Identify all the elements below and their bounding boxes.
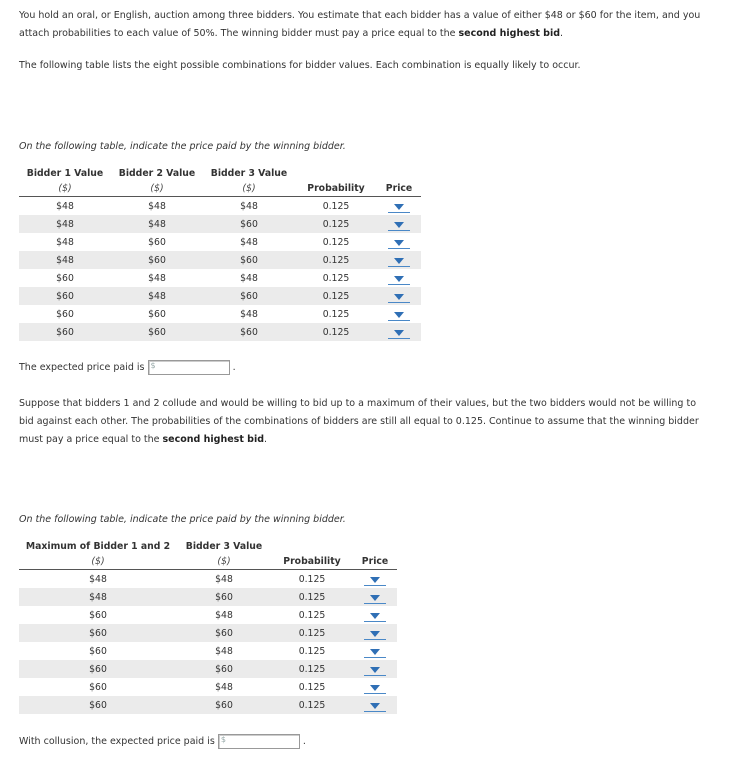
collusion-expected-price-label: With collusion, the expected price paid is (19, 736, 215, 747)
table1-row (19, 287, 421, 305)
table1-price-cell (377, 233, 421, 251)
table2-price-cell (353, 696, 397, 714)
table1-value-cell: $48 (148, 272, 166, 284)
table1-header-bidder3: Bidder 3 Value (210, 168, 288, 179)
table1-probability-cell: 0.125 (322, 272, 350, 284)
table2-price-cell (353, 678, 397, 696)
dropdown-arrow-icon (370, 595, 380, 601)
table2-value-cell: $60 (89, 609, 107, 621)
table2-probability-cell: 0.125 (298, 609, 326, 621)
intro-text: You hold an oral, or English, auction among three bidders. You estimate that each bidder has a value of either $48 or $60 for the item, and you attach probabilities to each value of 50%. The winning bidder must pay a price equal to the (19, 10, 701, 39)
price-dropdown[interactable] (364, 662, 386, 676)
price-dropdown[interactable] (388, 307, 410, 321)
price-dropdown[interactable] (364, 680, 386, 694)
table2-header-price: Price (353, 554, 397, 570)
expected-price-field[interactable] (148, 360, 230, 375)
table2-row (19, 624, 397, 642)
table2-price-cell (353, 570, 397, 589)
table1-probability-cell: 0.125 (322, 308, 350, 320)
table1-probability-cell: 0.125 (295, 287, 377, 305)
dropdown-arrow-icon (394, 258, 404, 264)
table2-value-cell: $60 (177, 696, 271, 714)
table2-value-cell: $48 (215, 609, 233, 621)
table1-value-cell: $60 (203, 323, 295, 341)
dropdown-arrow-icon (370, 703, 380, 709)
table1-price-cell (377, 323, 421, 341)
table2-header-max: Maximum of Bidder 1 and 2 (25, 541, 171, 552)
table1-header-bidder1: Bidder 1 Value (26, 168, 104, 179)
table2-row (19, 606, 397, 624)
collusion-bold-text: second highest bid (162, 434, 265, 445)
intro-paragraph (19, 7, 709, 43)
table1-row (19, 269, 421, 287)
table1-header-bidder2: Bidder 2 Value (118, 168, 196, 179)
table1 (19, 166, 421, 341)
collusion-expected-price-input[interactable] (229, 735, 295, 746)
price-dropdown[interactable] (364, 608, 386, 622)
dropdown-arrow-icon (370, 649, 380, 655)
dropdown-arrow-icon (394, 222, 404, 228)
table2-price-cell (353, 606, 397, 624)
table1-value-cell: $60 (203, 287, 295, 305)
table2-value-cell: $48 (215, 573, 233, 585)
price-dropdown[interactable] (388, 199, 410, 213)
table1-value-cell: $48 (111, 215, 203, 233)
table1-caption: On the following table, indicate the price paid by the winning bidder. (19, 141, 346, 152)
collusion-expected-price-line: With collusion, the expected price paid is $ . (19, 735, 306, 747)
table1-unit-bidder1: ($) (19, 181, 111, 197)
table2-value-cell: $60 (19, 660, 177, 678)
table1-value-cell: $48 (111, 287, 203, 305)
table2-price-cell (353, 642, 397, 660)
table1-row (19, 215, 421, 233)
combinations-paragraph: The following table lists the eight possible combinations for bidder values. Each combination is equally likely to occur. (19, 60, 581, 71)
table2-row (19, 570, 397, 589)
table1-probability-cell: 0.125 (295, 251, 377, 269)
table1-row (19, 305, 421, 323)
table1-row (19, 233, 421, 251)
table2-value-cell: $48 (215, 681, 233, 693)
table2-row (19, 678, 397, 696)
table1-price-cell (377, 269, 421, 287)
table2-probability-cell: 0.125 (271, 660, 353, 678)
table1-unit-bidder2: ($) (111, 181, 203, 197)
table1-probability-cell: 0.125 (295, 215, 377, 233)
table1-value-cell: $60 (203, 251, 295, 269)
dropdown-arrow-icon (370, 613, 380, 619)
dropdown-arrow-icon (394, 294, 404, 300)
dropdown-arrow-icon (370, 685, 380, 691)
table1-value-cell: $48 (148, 200, 166, 212)
dropdown-arrow-icon (370, 577, 380, 583)
price-dropdown[interactable] (364, 626, 386, 640)
table1-value-cell: $60 (111, 323, 203, 341)
table2-value-cell: $60 (177, 588, 271, 606)
collusion-expected-price-field[interactable] (218, 734, 300, 749)
table2-row (19, 660, 397, 678)
table1-value-cell: $60 (19, 287, 111, 305)
currency-symbol: $ (150, 361, 156, 370)
dropdown-arrow-icon (370, 631, 380, 637)
table2-value-cell: $48 (89, 573, 107, 585)
table2-header-probability: Probability (271, 554, 353, 570)
dropdown-arrow-icon (394, 330, 404, 336)
dropdown-arrow-icon (394, 312, 404, 318)
table2-value-cell: $60 (89, 645, 107, 657)
table1-price-cell (377, 305, 421, 323)
table1-price-cell (377, 287, 421, 305)
table1-value-cell: $60 (111, 251, 203, 269)
table1-row (19, 197, 421, 216)
table2-probability-cell: 0.125 (298, 681, 326, 693)
dropdown-arrow-icon (394, 204, 404, 210)
table2-price-cell (353, 624, 397, 642)
collusion-text: Suppose that bidders 1 and 2 collude and would be willing to bid up to a maximum of their values, but the two bidders would not be willing to bid against each other. The probabilities of the combinations of bidders are still all equal to 0.125. Continue to assume that the winning bidder must pay a price equal to the (19, 398, 699, 445)
table2-value-cell: $60 (89, 681, 107, 693)
table2-probability-cell: 0.125 (271, 696, 353, 714)
table1-value-cell: $48 (19, 251, 111, 269)
table1-price-cell (377, 251, 421, 269)
table2-caption: On the following table, indicate the price paid by the winning bidder. (19, 514, 346, 525)
table2-value-cell: $60 (177, 624, 271, 642)
dropdown-arrow-icon (394, 276, 404, 282)
table1-row (19, 323, 421, 341)
table1-price-cell (377, 215, 421, 233)
table2-value-cell: $48 (19, 588, 177, 606)
price-dropdown[interactable] (388, 217, 410, 231)
table1-unit-bidder3: ($) (203, 181, 295, 197)
table1-value-cell: $48 (19, 215, 111, 233)
table1-probability-cell: 0.125 (322, 200, 350, 212)
price-dropdown[interactable] (388, 271, 410, 285)
table2-header-bidder3: Bidder 3 Value (185, 541, 263, 552)
table2-row (19, 696, 397, 714)
expected-price-line: The expected price paid is $ . (19, 361, 236, 373)
table2-probability-cell: 0.125 (298, 573, 326, 585)
table2-unit-max: ($) (19, 554, 177, 570)
table1-value-cell: $60 (203, 215, 295, 233)
price-dropdown[interactable] (388, 325, 410, 339)
table1-value-cell: $48 (56, 200, 74, 212)
table1-header-price: Price (377, 181, 421, 197)
table2-probability-cell: 0.125 (298, 645, 326, 657)
currency-symbol: $ (220, 735, 226, 744)
table2 (19, 539, 397, 714)
intro-end: . (560, 28, 564, 39)
table1-value-cell: $60 (56, 272, 74, 284)
table2-price-cell (353, 660, 397, 678)
table1-probability-cell: 0.125 (295, 323, 377, 341)
dropdown-arrow-icon (394, 240, 404, 246)
price-dropdown[interactable] (388, 289, 410, 303)
table2-probability-cell: 0.125 (271, 624, 353, 642)
table2-value-cell: $60 (19, 624, 177, 642)
table1-probability-cell: 0.125 (322, 236, 350, 248)
dropdown-arrow-icon (370, 667, 380, 673)
table1-value-cell: $60 (148, 308, 166, 320)
table1-price-cell (377, 197, 421, 216)
table2-unit-bidder3: ($) (177, 554, 271, 570)
price-dropdown[interactable] (364, 644, 386, 658)
table1-value-cell: $48 (240, 308, 258, 320)
table1-value-cell: $60 (56, 308, 74, 320)
price-dropdown[interactable] (364, 572, 386, 586)
table1-value-cell: $60 (148, 236, 166, 248)
table2-value-cell: $48 (215, 645, 233, 657)
table1-value-cell: $60 (19, 323, 111, 341)
table2-price-cell (353, 588, 397, 606)
table1-header-probability: Probability (295, 181, 377, 197)
table2-row (19, 642, 397, 660)
price-dropdown[interactable] (388, 253, 410, 267)
table1-value-cell: $48 (240, 200, 258, 212)
expected-price-input[interactable] (159, 361, 225, 372)
table2-value-cell: $60 (177, 660, 271, 678)
expected-price-label: The expected price paid is (19, 362, 145, 373)
intro-bold-text: second highest bid (458, 28, 561, 39)
table2-value-cell: $60 (19, 696, 177, 714)
table1-value-cell: $48 (240, 236, 258, 248)
collusion-paragraph: Suppose that bidders 1 and 2 collude and would be willing to bid up to a maximum of their values, but the two bidders would not be willing to bid against each other. The probabilities of the combinations of bidders are still all equal to 0.125. Continue to assume that the winning bidder must pay a price equal to the second highest bid. (19, 398, 699, 445)
table1-value-cell: $48 (56, 236, 74, 248)
table1-row (19, 251, 421, 269)
table2-probability-cell: 0.125 (271, 588, 353, 606)
price-dropdown[interactable] (364, 698, 386, 712)
price-dropdown[interactable] (364, 590, 386, 604)
price-dropdown[interactable] (388, 235, 410, 249)
table2-row (19, 588, 397, 606)
table1-value-cell: $48 (240, 272, 258, 284)
